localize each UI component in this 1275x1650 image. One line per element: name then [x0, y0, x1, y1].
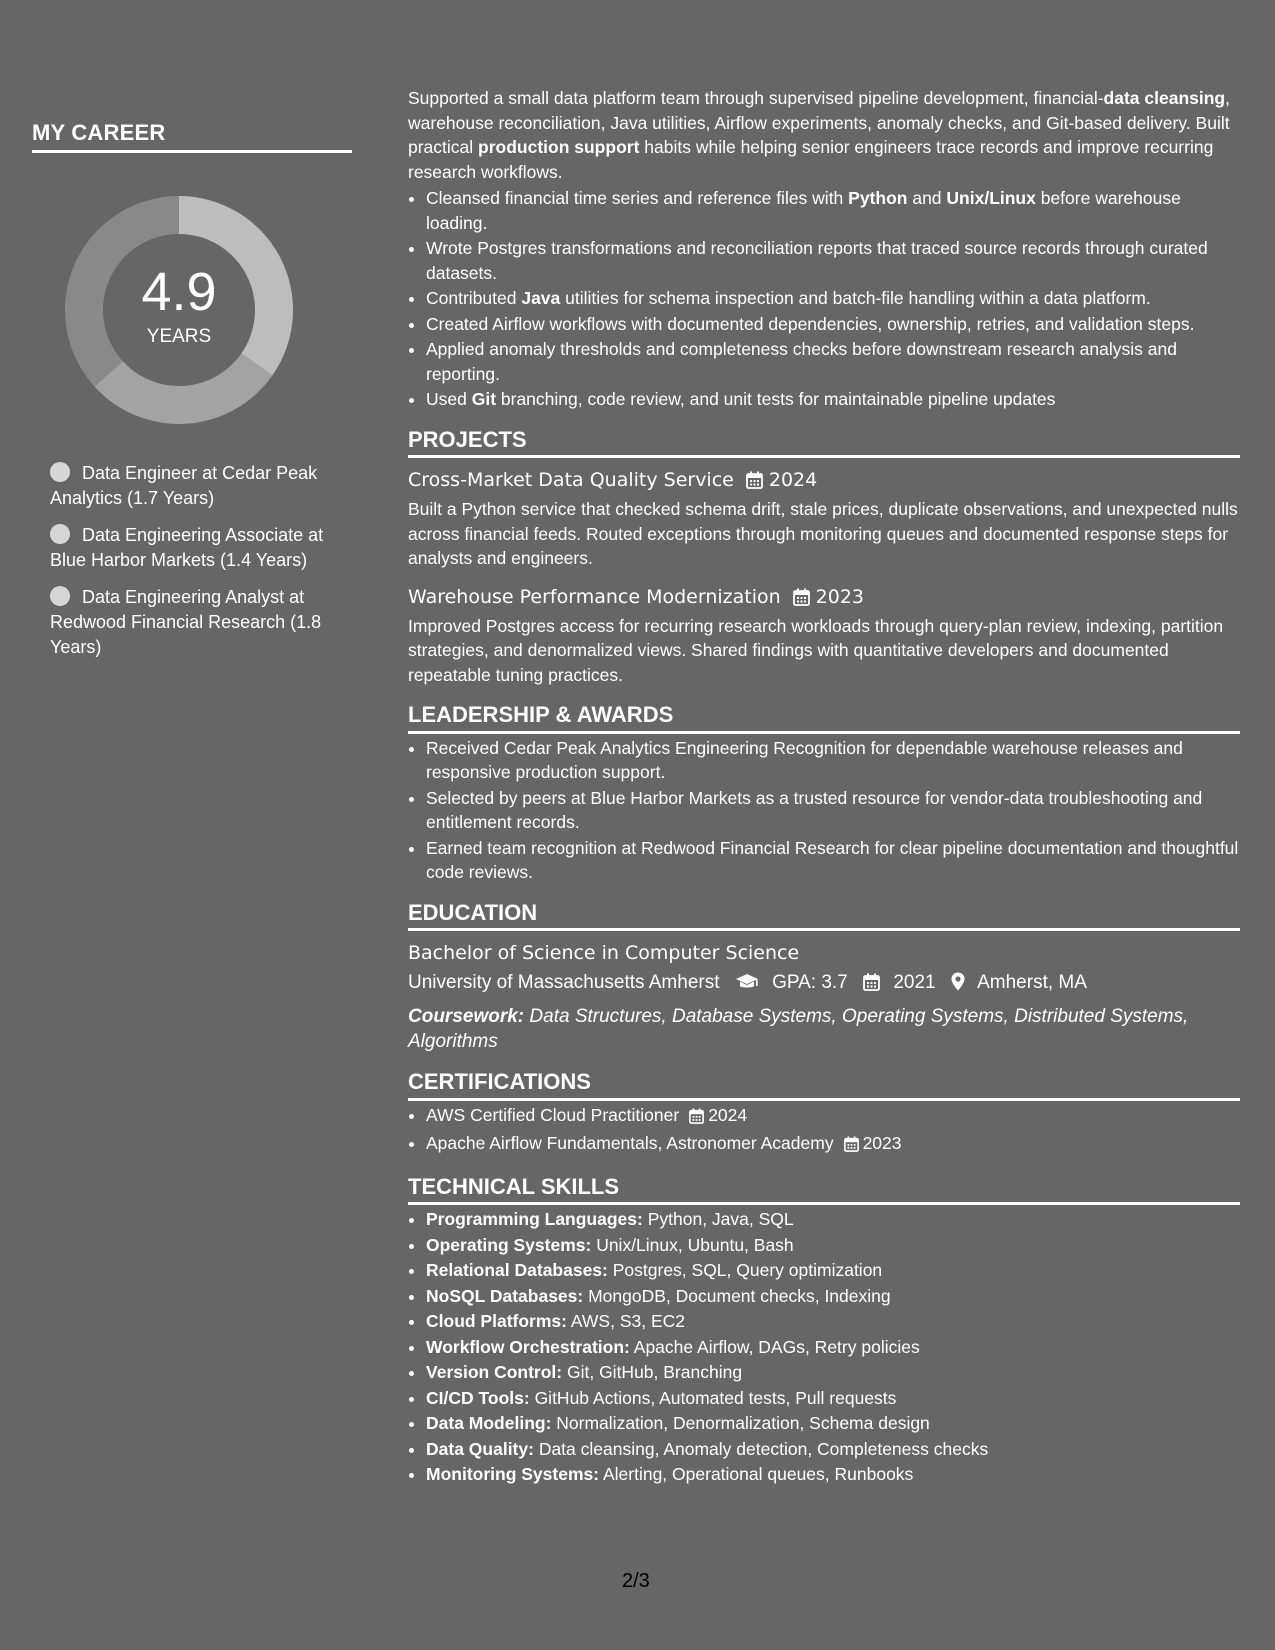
text-run: , warehouse reconciliation, Java utilities, Airflow experiments, anomaly checks, and Git-based delivery. Built practical [408, 88, 1230, 157]
skill-label: NoSQL Databases: [426, 1285, 584, 1306]
project-year: 2023 [815, 585, 865, 608]
career-title: MY CAREER [32, 120, 352, 153]
skill-item [426, 1233, 1240, 1258]
skill-value: AWS, S3, EC2 [566, 1311, 685, 1331]
bold-text: production support [478, 137, 640, 157]
project-description: Improved Postgres access for recurring research workloads through query-plan review, indexing, partition strategies, and denormalized views. Shared findings with quantitative developers and documented repeatable tuning practices. [408, 615, 1224, 685]
calendar-icon [863, 972, 880, 1000]
text-run: Cleansed financial time series and reference files with [426, 188, 849, 208]
skill-value: Postgres, SQL, Query optimization [607, 1260, 883, 1280]
graduation-cap-icon [735, 972, 759, 1000]
skill-label: Workflow Orchestration: [426, 1336, 630, 1357]
skill-value: Python, Java, SQL [642, 1209, 794, 1229]
skill-label: Version Control: [426, 1362, 563, 1382]
skills-list [408, 1207, 1240, 1487]
skill-label: Data Quality: [426, 1438, 534, 1459]
project-name: Cross-Market Data Quality Service [408, 469, 734, 491]
leadership-item: • Received Cedar Peak Analytics Engineering Recognition for dependable warehouse releases and responsive production support. [426, 736, 1240, 785]
leadership-item: • Selected by peers at Blue Harbor Markets as a trusted resource for vendor-data troubleshooting and entitlement records. [426, 786, 1240, 835]
coursework [408, 1004, 1240, 1054]
skills-title: TECHNICAL SKILLS [408, 1175, 1240, 1206]
career-sidebar [32, 120, 352, 672]
certification-name: Apache Airflow Fundamentals, Astronomer Academy [426, 1133, 834, 1153]
skill-label: Cloud Platforms: [426, 1311, 567, 1331]
skill-label: Operating Systems: [426, 1234, 592, 1255]
legend-item [50, 523, 352, 573]
experience-summary [408, 86, 1240, 184]
project-name: Warehouse Performance Modernization [408, 585, 781, 608]
skill-value: Unix/Linux, Ubuntu, Bash [591, 1234, 794, 1255]
project-description: Built a Python service that checked schema drift, stale prices, duplicate observations, and unexpected nulls across financial feeds. Routed exceptions through monitoring queues and documented response steps for analysts and engineers. [408, 499, 1238, 568]
skill-item [426, 1207, 1240, 1232]
bold-text: Python [848, 188, 908, 208]
skill-value: GitHub Actions, Automated tests, Pull requests [529, 1387, 897, 1408]
certifications-list [408, 1103, 1240, 1159]
skill-value: Normalization, Denormalization, Schema design [551, 1413, 930, 1433]
career-legend [50, 461, 352, 660]
location-pin-icon [951, 972, 965, 1000]
skill-value: Apache Airflow, DAGs, Retry policies [629, 1336, 920, 1357]
skill-label: Data Modeling: [426, 1413, 552, 1433]
legend-item [50, 461, 352, 511]
total-years-unit: YEARS [146, 326, 212, 347]
leadership-title: LEADERSHIP & AWARDS [408, 703, 1240, 734]
skill-item [426, 1284, 1240, 1309]
calendar-icon [689, 1106, 704, 1131]
gpa: GPA: 3.7 [772, 972, 848, 993]
education-details [408, 969, 1240, 1000]
skill-item [426, 1258, 1240, 1283]
total-years-value: 4.9 [141, 262, 217, 322]
project-heading [408, 583, 1240, 614]
certification-name: AWS Certified Cloud Practitioner [426, 1104, 680, 1125]
bold-text: Git [471, 389, 497, 409]
graduation-year: 2021 [893, 972, 936, 993]
skill-item [426, 1462, 1240, 1487]
text-run: Used [426, 389, 472, 409]
experience-bullet [426, 236, 1240, 285]
skill-item [426, 1386, 1240, 1411]
projects-list [408, 466, 1240, 687]
skill-item [426, 1335, 1240, 1360]
text-run: Created Airflow workflows with documented dependencies, ownership, retries, and validation steps. [426, 313, 1195, 334]
certification-year: 2023 [862, 1133, 902, 1153]
skill-value: Alerting, Operational queues, Runbooks [599, 1464, 914, 1484]
skill-item [426, 1411, 1240, 1436]
text-run: utilities for schema inspection and batch-file handling within a data platform. [560, 288, 1151, 308]
skill-value: Git, GitHub, Branching [562, 1362, 743, 1382]
leadership-list [408, 736, 1240, 885]
education-location: Amherst, MA [977, 972, 1087, 993]
coursework-label: Coursework: [408, 1006, 525, 1027]
bold-text: Java [521, 288, 561, 308]
legend-label: Data Engineering Analyst at Redwood Financial Research (1.8 Years) [50, 587, 322, 657]
legend-label: Data Engineering Associate at Blue Harbor Markets (1.4 Years) [50, 525, 324, 570]
skill-item [426, 1309, 1240, 1334]
experience-bullet [426, 286, 1240, 311]
skill-label: Programming Languages: [426, 1209, 643, 1229]
text-run: and [907, 188, 947, 208]
projects-title: PROJECTS [408, 428, 1240, 459]
degree: Bachelor of Science in Computer Science [408, 942, 800, 964]
skill-label: Monitoring Systems: [426, 1464, 600, 1484]
legend-item [50, 585, 352, 660]
experience-bullets [408, 186, 1240, 412]
skill-label: CI/CD Tools: [426, 1387, 530, 1408]
bold-text: data cleansing [1103, 88, 1226, 108]
project-year: 2024 [768, 469, 818, 491]
text-run: before warehouse loading. [426, 188, 1181, 233]
experience-bullet [426, 337, 1240, 386]
certification-item [426, 1131, 1240, 1159]
legend-dot [50, 586, 70, 606]
certification-year: 2024 [708, 1104, 748, 1125]
text-run: Wrote Postgres transformations and reconciliation reports that traced source records through curated datasets. [426, 238, 1208, 283]
text-run: branching, code review, and unit tests for maintainable pipeline updates [496, 389, 1056, 409]
experience-bullet [426, 387, 1240, 412]
coursework-list: Data Structures, Database Systems, Operating Systems, Distributed Systems, Algorithms [408, 1006, 1189, 1052]
school-name: University of Massachusetts Amherst [408, 972, 720, 993]
calendar-icon [793, 586, 810, 614]
text-run: Contributed [426, 288, 522, 308]
text-run: habits while helping senior engineers trace records and improve recurring research workflows. [408, 137, 1214, 182]
skill-value: MongoDB, Document checks, Indexing [583, 1285, 891, 1306]
donut-center [64, 195, 294, 425]
experience-bullet [426, 186, 1240, 235]
skill-item [426, 1437, 1240, 1462]
skill-item [426, 1360, 1240, 1385]
project-heading [408, 466, 1240, 497]
certifications-title: CERTIFICATIONS [408, 1070, 1240, 1101]
leadership-item: • Earned team recognition at Redwood Financial Research for clear pipeline documentation and thoughtful code reviews. [426, 836, 1240, 885]
page-number: 2/3 [622, 1570, 650, 1592]
legend-dot [50, 462, 70, 482]
calendar-icon [844, 1134, 859, 1159]
legend-label: Data Engineer at Cedar Peak Analytics (1.7 Years) [50, 463, 318, 508]
text-run: Applied anomaly thresholds and completeness checks before downstream research analysis and reporting. [426, 339, 1177, 384]
career-donut [64, 195, 294, 425]
text-run: Supported a small data platform team through supervised pipeline development, financial- [408, 88, 1104, 108]
bold-text: Unix/Linux [946, 188, 1036, 208]
skill-label: Relational Databases: [426, 1260, 608, 1280]
main-content [408, 86, 1240, 1488]
certification-item [426, 1103, 1240, 1131]
experience-bullet [426, 312, 1240, 337]
calendar-icon [746, 469, 763, 497]
skill-value: Data cleansing, Anomaly detection, Completeness checks [533, 1438, 989, 1459]
education-title: EDUCATION [408, 901, 1240, 932]
legend-dot [50, 524, 70, 544]
